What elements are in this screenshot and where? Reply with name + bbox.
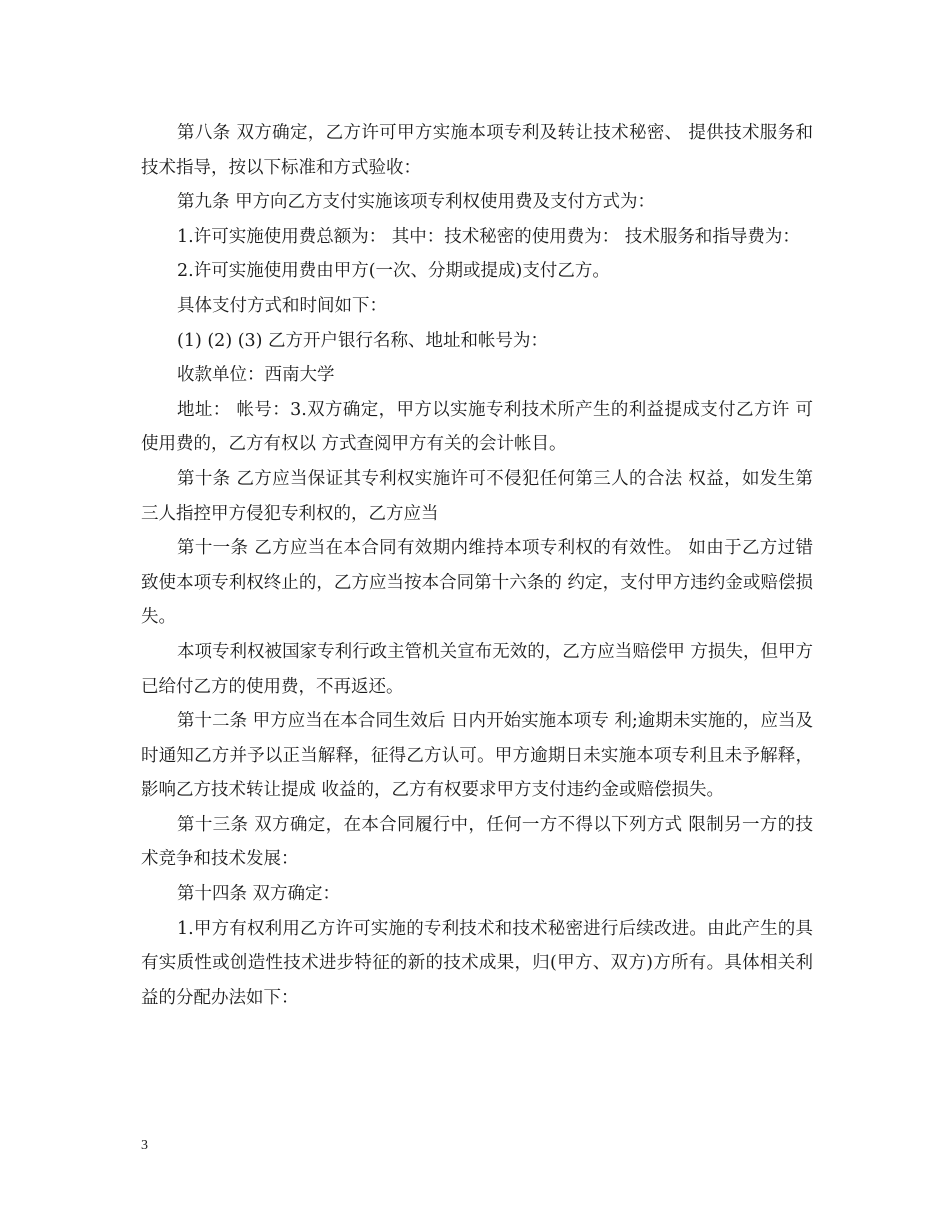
paragraph-fee-payment: 2.许可实施使用费由甲方(一次、分期或提成)支付乙方。 [177, 261, 610, 282]
paragraph-patent-invalid: 本项专利权被国家专利行政主管机关宣布无效的，乙方应当赔偿甲 方损失，但甲方已给付乙方的使用费，不再返还。 [141, 641, 813, 697]
paragraph-fee-total: 1.许可实施使用费总额为： 其中：技术秘密的使用费为： 技术服务和指导费为： [177, 226, 800, 247]
paragraph-address-account: 地址： 帐号：3.双方确定，甲方以实施专利技术所产生的利益提成支付乙方许 可使用费的，乙方有权以 方式查阅甲方有关的会计帐目。 [141, 399, 813, 455]
paragraph-article-10: 第十条 乙方应当保证其专利权实施许可不侵犯任何第三人的合法 权益，如发生第三人指控甲方侵犯专利权的，乙方应当 [141, 468, 813, 524]
paragraph-payee: 收款单位：西南大学 [177, 365, 335, 386]
paragraph-payment-method: 具体支付方式和时间如下： [177, 295, 387, 316]
paragraph-article-13: 第十三条 双方确定，在本合同履行中，任何一方不得以下列方式 限制另一方的技术竞争和技术发展： [141, 814, 813, 870]
paragraph-article-14: 第十四条 双方确定： [177, 884, 341, 905]
paragraph-bank-info: (1) (2) (3) 乙方开户银行名称、地址和帐号为： [177, 330, 549, 351]
page-number: 3 [141, 1138, 148, 1153]
paragraph-article-11: 第十一条 乙方应当在本合同有效期内维持本项专利权的有效性。 如由于乙方过错致使本项专利权终止的，乙方应当按本合同第十六条的 约定，支付甲方违约金或赔偿损失。 [141, 538, 813, 628]
paragraph-improvement-rights: 1.甲方有权利用乙方许可实施的专利技术和技术秘密进行后续改进。由此产生的具有实质性或创造性技术进步特征的新的技术成果，归(甲方、双方)方所有。具体相关利益的分配办法如下： [141, 918, 813, 1008]
paragraph-article-9: 第九条 甲方向乙方支付实施该项专利权使用费及支付方式为： [177, 192, 656, 213]
paragraph-article-8: 第八条 双方确定，乙方许可甲方实施本项专利及转让技术秘密、 提供技术服务和技术指导，按以下标准和方式验收： [141, 123, 813, 178]
paragraph-article-12: 第十二条 甲方应当在本合同生效后 日内开始实施本项专 利;逾期未实施的，应当及时通知乙方并予以正当解释，征得乙方认可。甲方逾期日未实施本项专利且未予解释，影响乙方技术转让提成 收益的，乙方有权要求甲方支付违约金或赔偿损失。 [141, 711, 813, 801]
document-body [141, 116, 813, 1015]
